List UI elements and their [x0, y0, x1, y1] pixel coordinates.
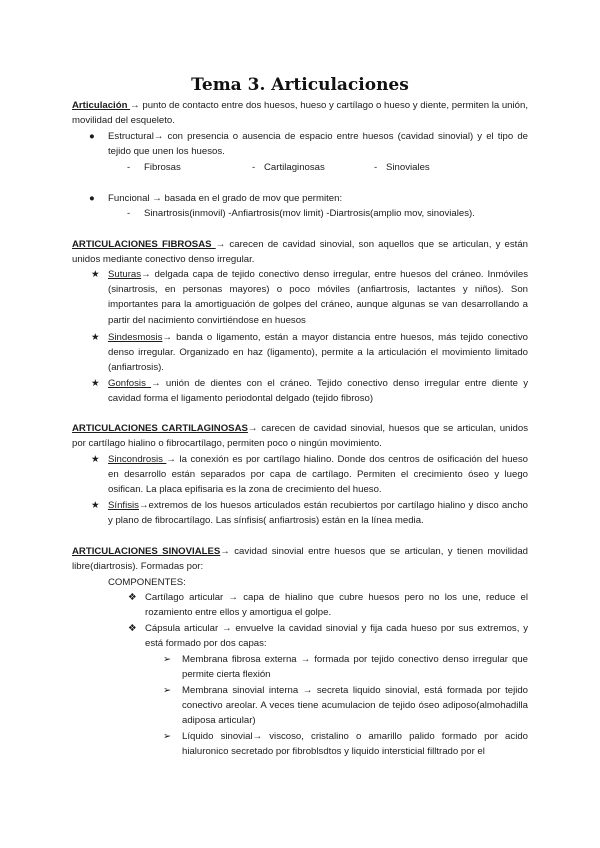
cartilaginosas-heading: ARTICULACIONES CARTILAGINOSAS [72, 423, 248, 434]
fibrosas-item-sindesmosis [108, 330, 528, 376]
intro-text: → punto de contacto entre dos huesos, hueso y cartílago o hueso y diente, permiten la unión, movilidad del esqueleto. [72, 100, 528, 127]
fibrosas-section [72, 237, 528, 267]
funcional-item: Funcional → basada en el grado de mov que permiten: [108, 193, 343, 204]
arrow-bullet-icon: ➢ [163, 654, 172, 665]
type-fibrosas: Fibrosas [144, 162, 181, 173]
funcional-types [127, 206, 475, 221]
term-sindesmosis: Sindesmosis [108, 332, 163, 343]
sinoviales-heading: ARTICULACIONES SINOVIALES [72, 546, 221, 557]
star-bullet-icon: ★ [91, 500, 100, 511]
capa-membrana-fibrosa: Membrana fibrosa externa → formada por tejido conectivo denso irregular que permite cierta flexión [182, 654, 528, 681]
term-sincondrosis: Sincondrosis [108, 454, 167, 465]
estructural-item: Estructural→ con presencia o ausencia de espacio entre huesos (cavidad sinovial) y el tipo de tejido que unen los huesos. [108, 131, 528, 158]
dash-marker: - [374, 162, 378, 173]
arrow-bullet-icon: ➢ [163, 731, 172, 742]
term-sinfisis: Sínfisis [108, 500, 139, 511]
cartilaginosas-item-sinfisis [108, 498, 528, 528]
fibrosas-text: → carecen de cavidad sinovial, son aquellos que se articulan, y están unidos mediante conectivo denso irregular. [72, 239, 528, 266]
arrow-bullet-icon: ➢ [163, 685, 172, 696]
dash-marker: - [127, 208, 131, 219]
gonfosis-text: → unión de dientes con el cráneo. Tejido conectivo denso irregular entre diente y cavidad forma el ligamento periodontal delgado (tejido fibroso) [108, 378, 528, 405]
funcional-types-text: Sinartrosis(inmovil) -Anfiartrosis(mov limit) -Diartrosis(amplio mov, sinoviales). [144, 208, 475, 219]
sinoviales-text: → cavidad sinovial entre huesos que se articulan, y tienen movilidad libre(diartrosis). Formadas por: [72, 546, 528, 573]
type-sinoviales: Sinoviales [386, 162, 430, 173]
page-title: Tema 3. Articulaciones [191, 75, 409, 95]
fibrosas-item-suturas [108, 267, 528, 328]
bullet-dot-icon: ● [89, 131, 95, 142]
term-suturas: Suturas [108, 269, 142, 280]
componente-cartilago: Cartílago articular → capa de hialino que cubre huesos pero no los une, reduce el rozamiento entre ellos y amortigua el golpe. [145, 592, 528, 619]
sindesmosis-text: → banda o ligamento, están a mayor distancia entre huesos, más tejido conectivo denso irregular. Organizado en haz (ligamento), permite a la articulación el movimiento limitado (anfiartrosis). [108, 332, 528, 374]
sincondrosis-text: → la conexión es por cartílago hialino. Donde dos centros de osificación del hueso en desarrollo están separados por capa de cartílago. Permiten el crecimiento óseo y luego osifican. La placa epifisaria es la zona de crecimiento del hueso. [108, 454, 529, 496]
star-bullet-icon: ★ [91, 332, 100, 343]
star-bullet-icon: ★ [91, 269, 100, 280]
sinoviales-section [72, 544, 528, 574]
term-gonfosis: Gonfosis [108, 378, 152, 389]
intro-paragraph [72, 98, 528, 128]
suturas-text: → delgada capa de tejido conectivo denso irregular, entre huesos del cráneo. Inmóviles (sinartrosis, en personas mayores) o poco móviles (anfiartrosis, lactantes y niños). Son importantes para la amortiguación de golpes del cráneo, aunque algunas se van desarrollando a partir del nacimiento convirtiéndose en huesos [108, 269, 528, 326]
componentes-label: COMPONENTES: [108, 577, 186, 588]
term-articulacion: Articulación [72, 100, 131, 111]
capa-membrana-sinovial: Membrana sinovial interna → secreta liquido sinovial, está formada por tejido conectivo areolar. A veces tiene acumulacion de tejido óseo adiposo(almohadilla adiposa articular) [182, 685, 528, 727]
star-bullet-icon: ★ [91, 378, 100, 389]
fibrosas-item-gonfosis [108, 376, 528, 406]
cartilaginosas-text: → carecen de cavidad sinovial, huesos que se articulan, unidos por cartílago hialino o fibrocartílago, permiten poco o ningún movimiento. [72, 423, 528, 450]
fibrosas-heading: ARTICULACIONES FIBROSAS [72, 239, 216, 250]
star-bullet-icon: ★ [91, 454, 100, 465]
sinfisis-text: →extremos de los huesos articulados están recubiertos por cartílago hialino y disco ancho y plano de fibrocartílago. Las sínfisis( anfiartrosis) están en la línea media. [108, 500, 528, 527]
componente-capsula: Cápsula articular → envuelve la cavidad sinovial y fija cada hueso por sus extremos, y está formado por dos capas: [145, 623, 528, 650]
bullet-dot-icon: ● [89, 193, 95, 204]
dash-marker: - [252, 162, 256, 173]
type-cartilaginosas: Cartilaginosas [264, 162, 325, 173]
dash-marker: - [127, 162, 131, 173]
diamond-bullet-icon: ❖ [128, 592, 137, 603]
cartilaginosas-section [72, 421, 528, 451]
estructural-types [127, 160, 527, 175]
cartilaginosas-item-sincondrosis [108, 452, 528, 498]
diamond-bullet-icon: ❖ [128, 623, 137, 634]
capa-liquido-sinovial: Líquido sinovial→ viscoso, cristalino o amarillo palido formado por acido hialuronico secretado por fibroblsdtos y liquido intersticial filltrado por el [182, 731, 528, 758]
